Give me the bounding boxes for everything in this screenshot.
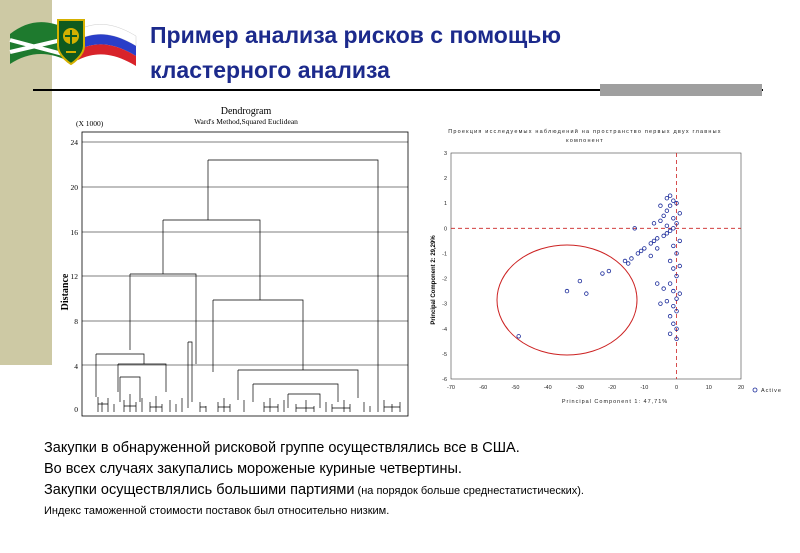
- slide-title: [150, 18, 710, 88]
- y-tick-label: -2: [442, 276, 447, 283]
- dendrogram-subtitle: Ward's Method,Squared Euclidean: [194, 117, 298, 126]
- finding-line-3-main: Закупки осуществлялись большими партиями: [44, 482, 355, 498]
- y-tick-label: -4: [442, 326, 447, 333]
- y-tick-label: -1: [442, 251, 447, 258]
- x-tick-label: 0: [675, 385, 679, 391]
- dendrogram-tick-20: 20: [70, 183, 78, 192]
- x-tick-label: -20: [608, 385, 617, 391]
- x-tick-label: 20: [737, 385, 745, 391]
- x-tick-label: 10: [705, 385, 712, 391]
- dendrogram-scale-note: (X 1000): [76, 119, 104, 128]
- finding-line-1: Закупки в обнаруженной рисковой группе осуществлялись все в США.: [44, 440, 520, 456]
- scatter-ylabel: Principal Component 2: 29,29%: [431, 235, 437, 325]
- y-tick-label: 0: [443, 226, 447, 233]
- y-tick-label: -6: [442, 377, 447, 383]
- dendrogram-title: Dendrogram: [220, 106, 272, 117]
- dendrogram-tick-4: 4: [74, 362, 78, 371]
- dendrogram-tick-0: 0: [74, 405, 78, 414]
- pca-scatter-chart: [425, 120, 795, 410]
- x-tick-label: -50: [511, 385, 520, 391]
- dendrogram-chart: [58, 102, 418, 422]
- x-tick-label: -70: [447, 385, 455, 391]
- x-tick-label: -60: [479, 385, 488, 391]
- y-tick-label: 2: [443, 176, 447, 183]
- title-accent-bar: [600, 84, 762, 96]
- findings-caption: [44, 438, 784, 521]
- x-tick-label: -40: [543, 385, 552, 391]
- dendrogram-tick-8: 8: [74, 317, 78, 326]
- title-line-2: кластерного анализа: [150, 57, 390, 83]
- dendrogram-tick-12: 12: [70, 272, 78, 281]
- scatter-xlabel: Principal Component 1: 47,71%: [561, 399, 669, 405]
- y-tick-label: -3: [442, 301, 447, 308]
- title-line-1: Пример анализа рисков с помощью: [150, 22, 562, 48]
- scatter-title-line-2: компонент: [566, 138, 604, 144]
- x-tick-label: -10: [640, 385, 649, 391]
- y-tick-label: -5: [442, 351, 447, 358]
- finding-line-3: [44, 480, 784, 502]
- legend-label: Active: [761, 388, 782, 394]
- finding-line-3-note: (на порядок больше среднестатистических).: [354, 485, 584, 497]
- dendrogram-tick-16: 16: [70, 228, 78, 237]
- finding-line-4: Индекс таможенной стоимости поставок был относительно низким.: [44, 505, 390, 517]
- dendrogram-ylabel: Distance: [60, 273, 71, 311]
- y-tick-label: 3: [443, 151, 447, 157]
- x-tick-label: -30: [575, 385, 584, 391]
- scatter-title-line-1: Проекция исследуемых наблюдений на пространство первых двух главных: [448, 129, 722, 135]
- finding-line-2: Во всех случаях закупались мороженые куриные четвертины.: [44, 461, 462, 477]
- customs-emblem-logo: [8, 12, 138, 70]
- y-tick-label: 1: [443, 201, 447, 208]
- dendrogram-tick-24: 24: [70, 138, 78, 147]
